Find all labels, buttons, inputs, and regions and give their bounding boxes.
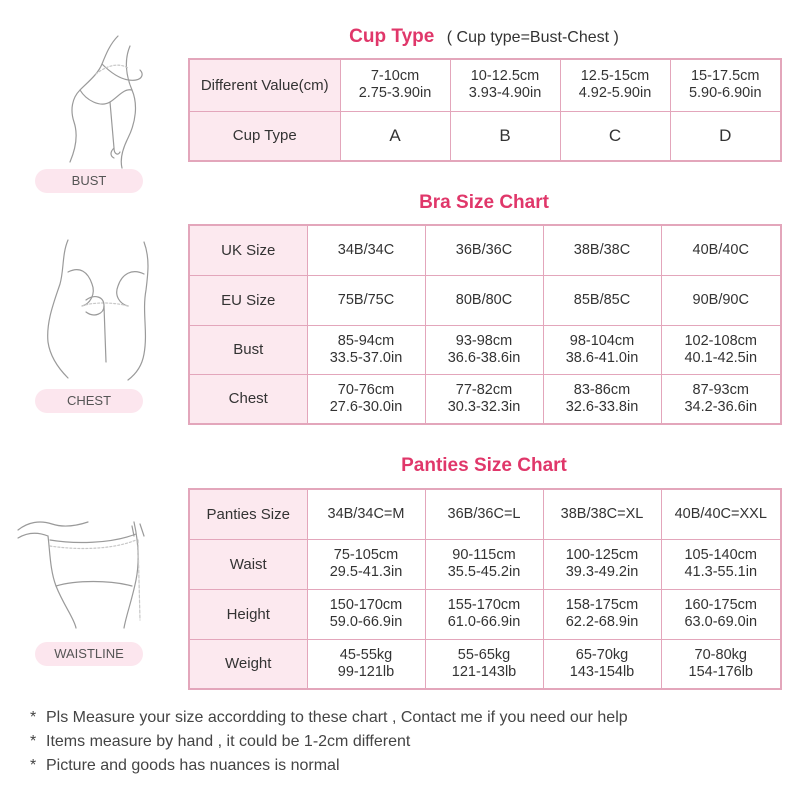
table-cell: 34B/34C bbox=[307, 225, 425, 275]
table-cell: D bbox=[670, 111, 781, 161]
waist-measure-figure bbox=[14, 500, 154, 630]
table-cell: 75-105cm 29.5-41.3in bbox=[307, 539, 425, 589]
bullet-star-icon: * bbox=[30, 757, 37, 774]
table-cell: 38B/38C=XL bbox=[543, 489, 661, 539]
row-header: Bust bbox=[189, 325, 307, 374]
panties-size-table bbox=[188, 488, 782, 690]
chest-label: CHEST bbox=[35, 389, 143, 413]
table-cell: 36B/36C=L bbox=[425, 489, 543, 539]
bust-label: BUST bbox=[35, 169, 143, 193]
bullet-star-icon: * bbox=[30, 733, 37, 750]
table-cell: 75B/75C bbox=[307, 275, 425, 325]
table-row bbox=[189, 489, 781, 539]
table-cell: 83-86cm 32.6-33.8in bbox=[543, 374, 661, 424]
table-cell: 38B/38C bbox=[543, 225, 661, 275]
table-cell: 12.5-15cm 4.92-5.90in bbox=[560, 59, 670, 111]
table-cell: 155-170cm 61.0-66.9in bbox=[425, 589, 543, 639]
row-header: EU Size bbox=[189, 275, 307, 325]
bust-measure-figure bbox=[40, 30, 150, 170]
table-cell: 93-98cm 36.6-38.6in bbox=[425, 325, 543, 374]
bra-size-table bbox=[188, 224, 782, 425]
note-item: * Pls Measure your size accordding to these chart , Contact me if you need our help bbox=[30, 706, 790, 730]
table-row bbox=[189, 59, 781, 111]
table-cell: 85-94cm 33.5-37.0in bbox=[307, 325, 425, 374]
waistline-label: WAISTLINE bbox=[35, 642, 143, 666]
table-cell: 7-10cm 2.75-3.90in bbox=[340, 59, 450, 111]
panties-size-title-row bbox=[188, 455, 780, 477]
row-header: Weight bbox=[189, 639, 307, 689]
row-header: Height bbox=[189, 589, 307, 639]
table-cell: 100-125cm 39.3-49.2in bbox=[543, 539, 661, 589]
table-cell: 85B/85C bbox=[543, 275, 661, 325]
table-row bbox=[189, 639, 781, 689]
table-cell: 45-55kg 99-121lb bbox=[307, 639, 425, 689]
bullet-star-icon: * bbox=[30, 709, 37, 726]
table-cell: 150-170cm 59.0-66.9in bbox=[307, 589, 425, 639]
bra-size-title-row bbox=[188, 192, 780, 214]
cup-type-title-row bbox=[188, 26, 780, 48]
table-cell: 98-104cm 38.6-41.0in bbox=[543, 325, 661, 374]
table-row bbox=[189, 589, 781, 639]
table-cell: 70-80kg 154-176lb bbox=[661, 639, 781, 689]
table-row bbox=[189, 539, 781, 589]
table-cell: 105-140cm 41.3-55.1in bbox=[661, 539, 781, 589]
table-cell: 77-82cm 30.3-32.3in bbox=[425, 374, 543, 424]
table-row bbox=[189, 111, 781, 161]
table-cell: 70-76cm 27.6-30.0in bbox=[307, 374, 425, 424]
table-cell: A bbox=[340, 111, 450, 161]
cup-type-title: Cup Type bbox=[349, 26, 435, 47]
table-cell: 102-108cm 40.1-42.5in bbox=[661, 325, 781, 374]
panties-size-title: Panties Size Chart bbox=[401, 455, 567, 476]
row-header: Different Value(cm) bbox=[189, 59, 340, 111]
table-row bbox=[189, 275, 781, 325]
table-cell: 55-65kg 121-143lb bbox=[425, 639, 543, 689]
table-cell: 90-115cm 35.5-45.2in bbox=[425, 539, 543, 589]
table-row bbox=[189, 325, 781, 374]
row-header: Cup Type bbox=[189, 111, 340, 161]
row-header: Panties Size bbox=[189, 489, 307, 539]
table-cell: 34B/34C=M bbox=[307, 489, 425, 539]
table-cell: 15-17.5cm 5.90-6.90in bbox=[670, 59, 781, 111]
table-cell: 90B/90C bbox=[661, 275, 781, 325]
note-item: * Picture and goods has nuances is normal bbox=[30, 754, 790, 778]
row-header: Chest bbox=[189, 374, 307, 424]
table-cell: 40B/40C=XXL bbox=[661, 489, 781, 539]
table-cell: C bbox=[560, 111, 670, 161]
table-cell: 40B/40C bbox=[661, 225, 781, 275]
table-cell: 10-12.5cm 3.93-4.90in bbox=[450, 59, 560, 111]
row-header: Waist bbox=[189, 539, 307, 589]
table-cell: 65-70kg 143-154lb bbox=[543, 639, 661, 689]
cup-type-subtitle: ( Cup type=Bust-Chest ) bbox=[446, 29, 619, 46]
table-cell: 36B/36C bbox=[425, 225, 543, 275]
table-cell: 87-93cm 34.2-36.6in bbox=[661, 374, 781, 424]
notes bbox=[30, 706, 790, 778]
table-cell: 158-175cm 62.2-68.9in bbox=[543, 589, 661, 639]
bra-size-title: Bra Size Chart bbox=[419, 192, 549, 213]
table-cell: 80B/80C bbox=[425, 275, 543, 325]
table-cell: B bbox=[450, 111, 560, 161]
cup-type-table bbox=[188, 58, 782, 162]
chest-measure-figure bbox=[28, 232, 158, 382]
table-row bbox=[189, 374, 781, 424]
row-header: UK Size bbox=[189, 225, 307, 275]
table-cell: 160-175cm 63.0-69.0in bbox=[661, 589, 781, 639]
note-item: * Items measure by hand , it could be 1-2cm different bbox=[30, 730, 790, 754]
table-row bbox=[189, 225, 781, 275]
